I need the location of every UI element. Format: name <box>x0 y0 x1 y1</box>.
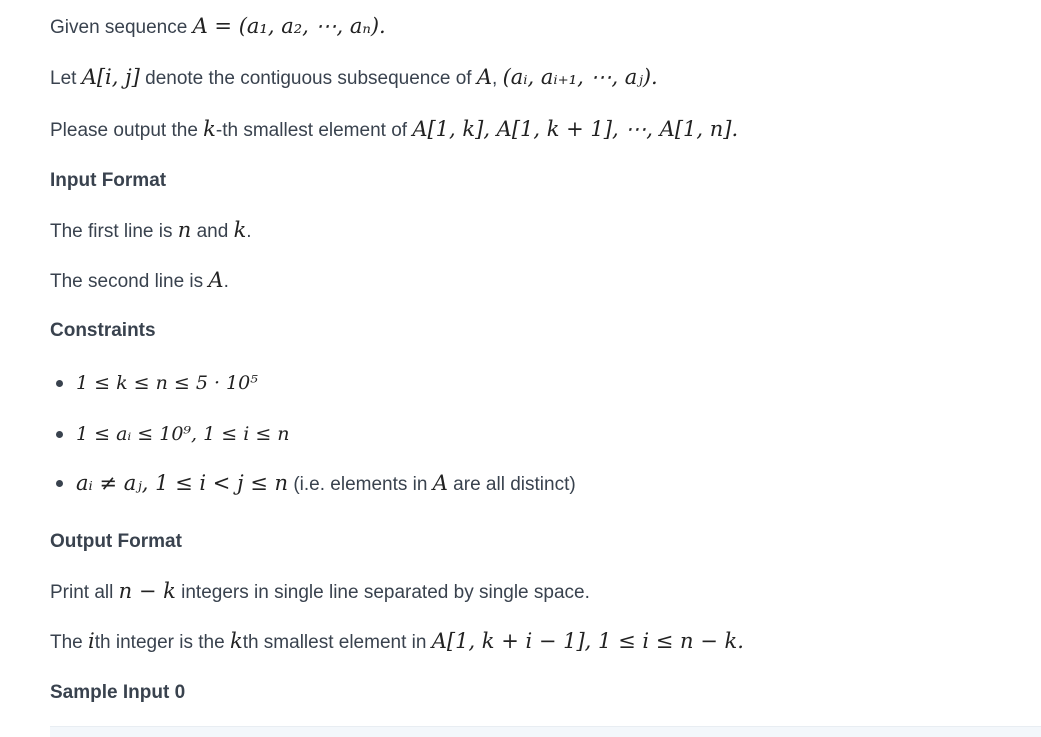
math-sequence: A = (a₁, a₂, ⋯, aₙ). <box>192 14 386 38</box>
output-format-line-2: The ith integer is the kth smallest element in A[1, k + i − 1], 1 ≤ i ≤ n − k. <box>50 629 744 653</box>
statement-line-3: Please output the k-th smallest element of A[1, k], A[1, k + 1], ⋯, A[1, n]. <box>50 117 739 141</box>
input-format-line-1: The first line is n and k. <box>50 218 252 242</box>
input-format-line-2: The second line is A. <box>50 268 229 292</box>
statement-line-2: Let A[i, j] denote the contiguous subsequence of A, (aᵢ, aᵢ₊₁, ⋯, aⱼ). <box>50 65 658 89</box>
sample-input-heading: Sample Input 0 <box>50 682 186 703</box>
statement-line-1: Given sequence A = (a₁, a₂, ⋯, aₙ). <box>50 14 386 38</box>
bullet-icon <box>56 380 63 387</box>
output-format-line-1: Print all n − k integers in single line separated by single space. <box>50 579 590 603</box>
constraint-item: 1 ≤ k ≤ n ≤ 5 · 10⁵ <box>50 370 950 400</box>
constraints-heading: Constraints <box>50 320 156 341</box>
input-format-heading: Input Format <box>50 170 167 191</box>
sample-input-box <box>50 726 1041 737</box>
output-format-heading: Output Format <box>50 531 182 552</box>
constraint-item: aᵢ ≠ aⱼ, 1 ≤ i < j ≤ n (i.e. elements in A are all distinct) <box>50 470 950 500</box>
bullet-icon <box>56 480 63 487</box>
constraint-item: 1 ≤ aᵢ ≤ 10⁹, 1 ≤ i ≤ n <box>50 421 950 451</box>
bullet-icon <box>56 431 63 438</box>
